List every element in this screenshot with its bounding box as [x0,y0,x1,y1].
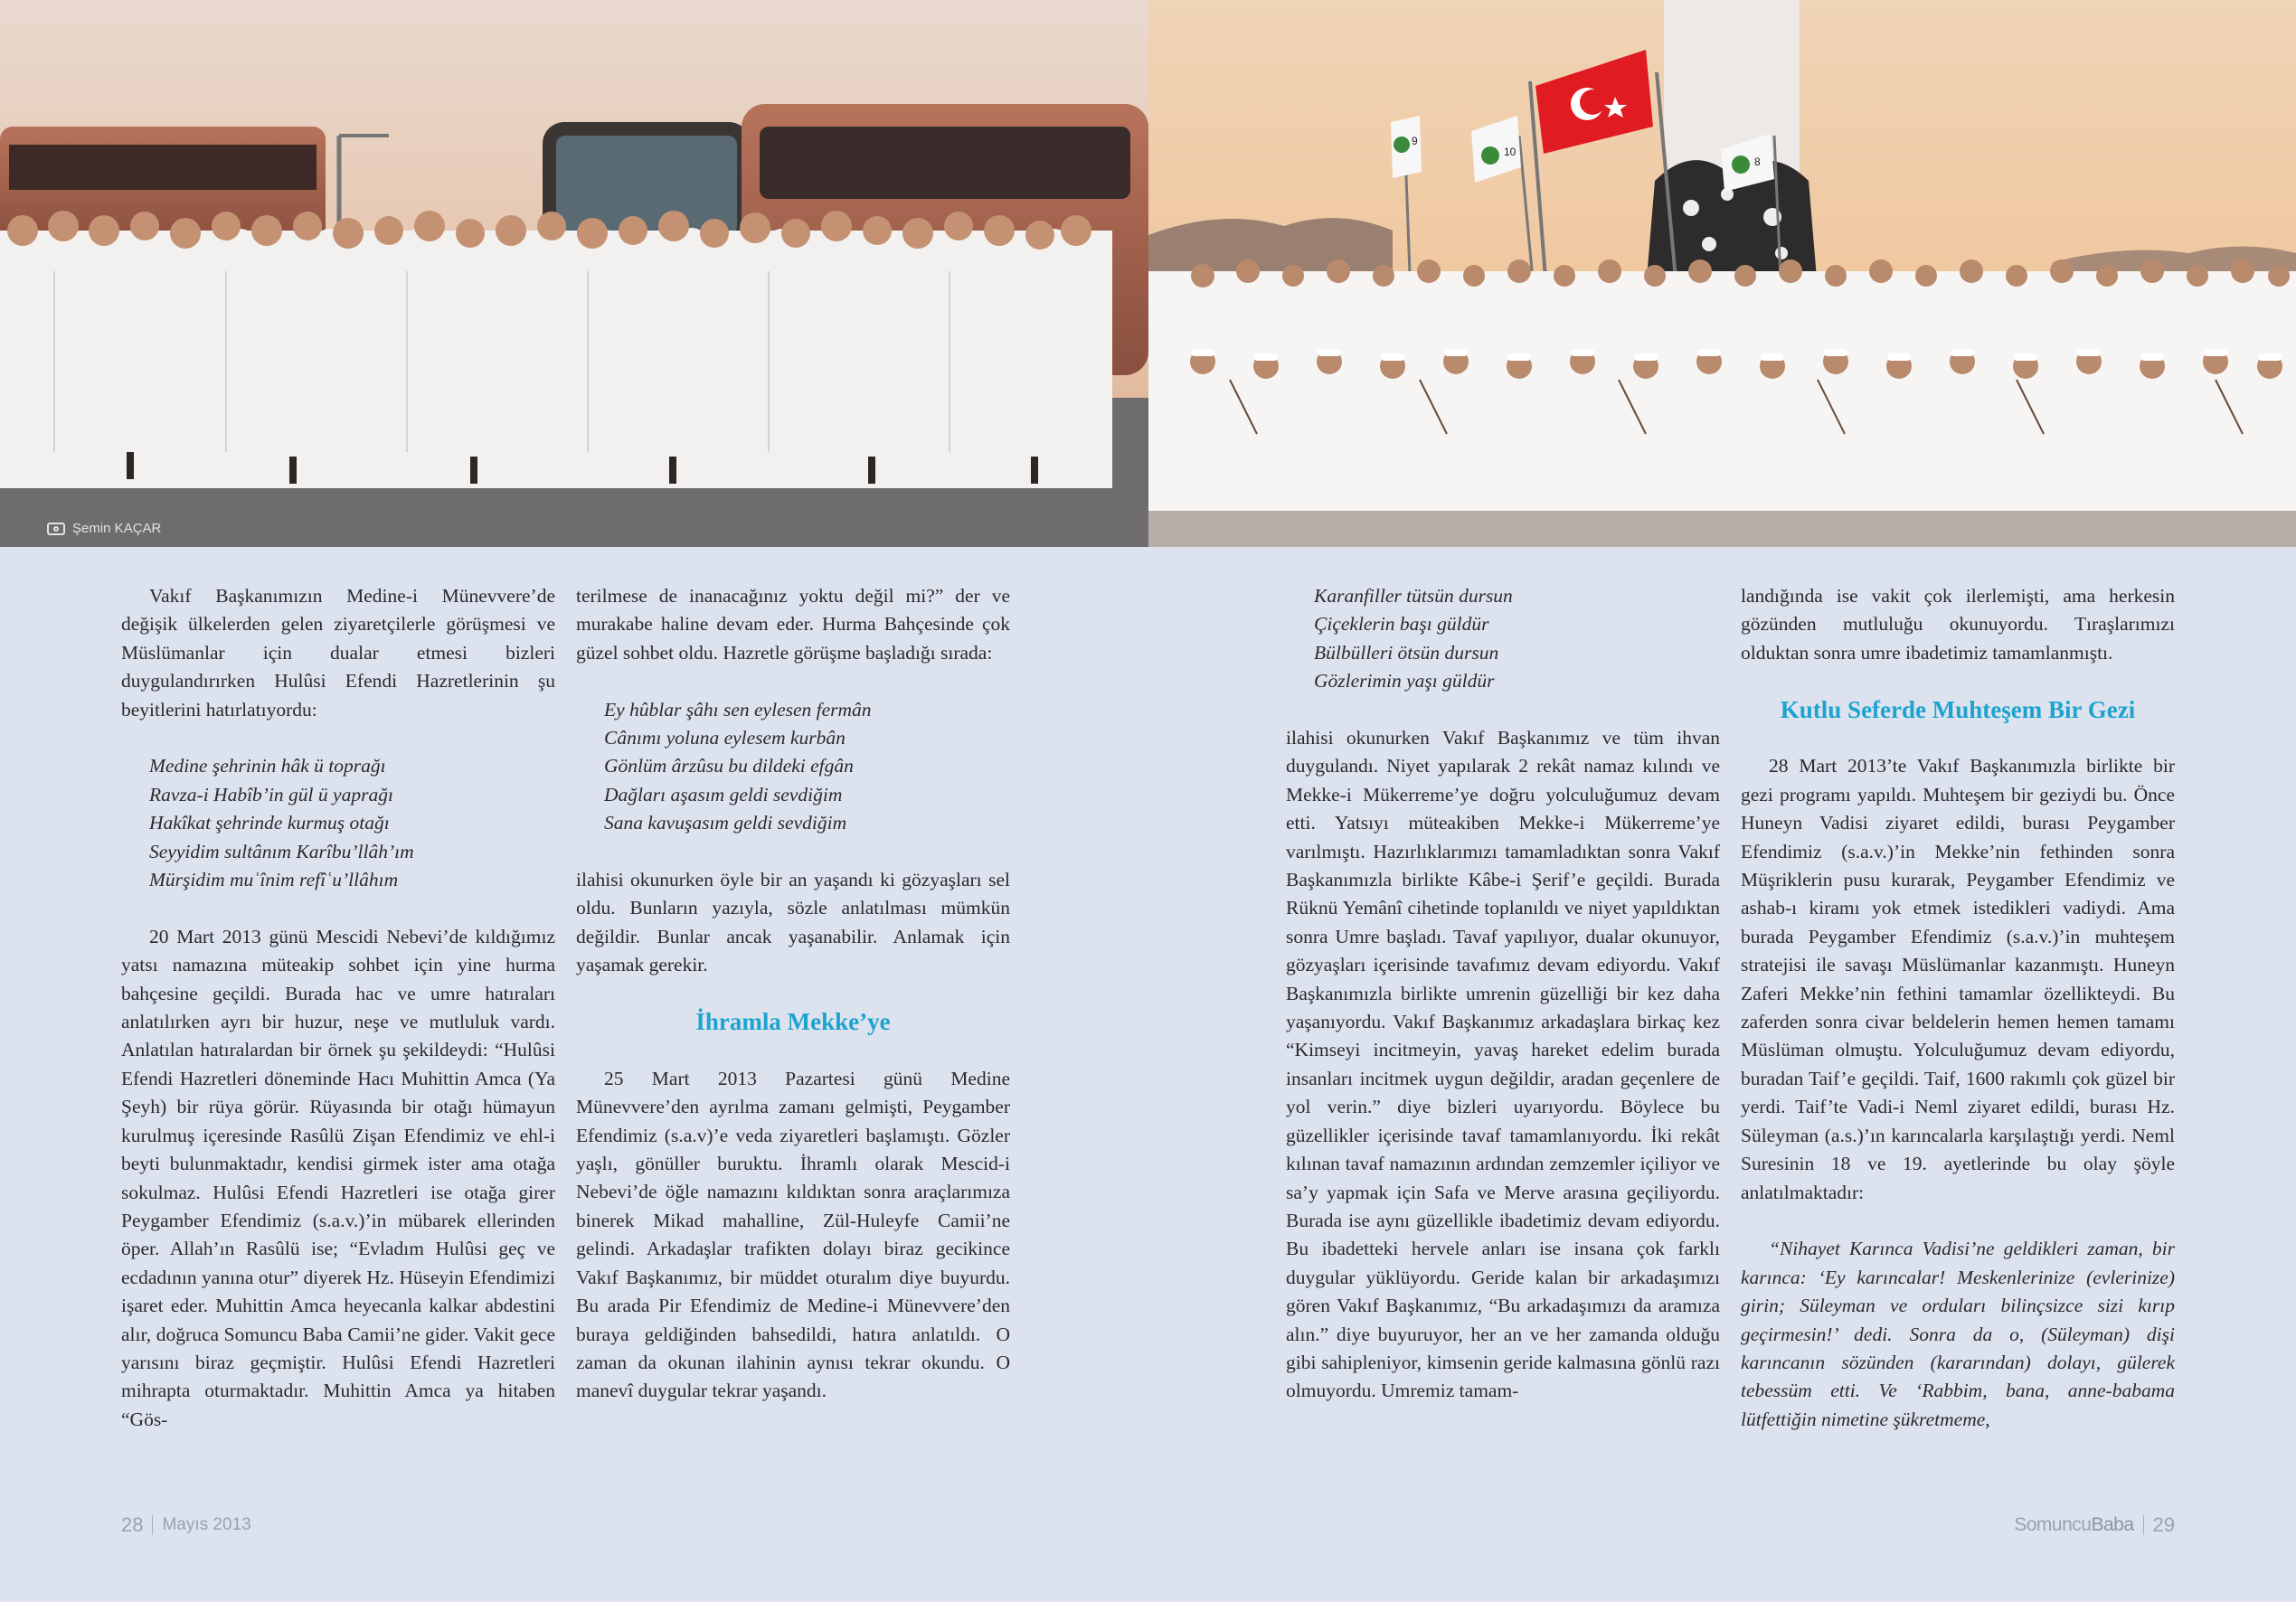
photo-credit [47,521,161,536]
poem-line: Mürşidim muʿînim refîʿu’llâhım [149,869,399,891]
poem-line: Ey hûblar şâhı sen eylesen fermân [604,698,872,721]
paragraph: 25 Mart 2013 Pazartesi günü Medine Münevvere’den ayrılma zamanı gelmişti, Peygamber Efendimiz (s.a.v)’e veda ziyaretleri başlamıştı. Gözler yaşlı, gönüller buruktu. İhramlı olarak Mescid-i Nebevi’de öğle namazını kıldıktan sonra araçlarımıza binerek Mikad mahalline, Zül-Huleyfe Camii’ne gelindi. Arkadaşlar trafikten dolayı biraz gecikince Vakıf Başkanımız, bir müddet oturalım diye buyurdu. Bu arada Pir Efendimiz de Medine-i Münevvere’den buraya geldiğinden bahsedildi, hatıra anlatıldı. O zaman da okunan ilahinin aynısı tekrar okundu. O manevî duygular tekrar yaşandı. [576,1067,1010,1402]
folio-left [121,1513,251,1537]
poem-line: Hakîkat şehrinde kurmuş otağı [149,812,390,834]
photo-pilgrims-buses [0,0,1148,547]
camera-icon [47,523,65,535]
poem-line: Ravza-i Habîb’in gül ü yaprağı [149,783,393,806]
poem-line: Sana kavuşasım geldi sevdiğim [604,812,847,834]
paragraph: terilmese de inanacağınız yoktu değil mi?” der ve murakabe haline devam eder. Hurma Bahçesinde çok güzel sohbet oldu. Hazretle görüşme başladığı sırada: [576,585,1010,664]
brand-part-1: Somuncu [2014,1514,2092,1535]
text-column-2 [576,582,1010,1406]
poem-line: Seyyidim sultânım Karîbu’llâh’ım [149,840,414,862]
paragraph: ilahisi okunurken Vakıf Başkanımız ve tüm ihvan duygulandı. Niyet yapılarak 2 rekât namaz kılındı ve Mekke-i Mükerreme’ye doğru yolculuğumuz devam etti. Yatsıyı müteakiben Mekke-i Mükerreme’ye varılmıştı. Hazırlıklarımızı tamamladıktan sonra Vakıf Başkanımızla birlikte Kâbe-i Şerif’e geçildi. Burada Rüknü Yemânî cihetinde toplanıldı ve niyet yapıldıktan sonra Umre başladı. Tavaf yapılıyor, dualar okunuyor, gözyaşları içerisinde tavafımız devam ediyordu. Vakıf Başkanımızla birlikte umrenin güzelliği bir kez daha yaşanıyordu. Vakıf Başkanımız arkadaşlara birkaç kez “Kimseyi incitmeyin, yavaş hareket edelim burada insanları incitmek uygun değildir, aradan geçenlere de yol verin.” diye bizleri uyarıyordu. Böylece bu güzellikler içerisinde tavaf tamamlanıyordu. İki rekât kılınan tavaf namazının ardından zemzemler içiliyor ve sa’y yapmak için Safa ve Merve arasına geçiliyordu. Burada ise aynı güzellikle ibadetimiz devam ediyordu. Bu ibadetteki hervele anları ise insana çok farklı duygular yüklüyordu. Geride kalan bir arkadaşımızı gören Vakıf Başkanımız, “Bu arkadaşımızı da aramıza alın.” diye buyuruyor, her an ve her zamanda olduğu gibi sahipleniyor, kimsenin geride kalmasına gönlü razı olmuyordu. Umremiz tamam- [1286,727,1720,1402]
paragraph: 20 Mart 2013 günü Mescidi Nebevi’de kıldığımız yatsı namazına müteakip sohbet için yine hurma bahçesine geçildi. Burada hac ve umre hatıraları anlatılırken ayrı bir huzur, neşe ve mutluluk vardı. Anlatılan hatıralardan bir örnek şu şekildeydi: “Hulûsi Efendi Hazretleri döneminde Hacı Muhittin Amca (Ya Şeyh) bir rüya görür. Rüyasında bir otağı hümayun kurulmuş içeresinde Rasûlü Zişan Efendimiz ve ehl-i beyti bulunmaktadır, kendisi girmek ister ama otağa sokulmaz. Hulûsi Efendi Hazretleri ise otağa girer Peygamber Efendimiz (s.a.v.)’in mübarek ellerinden öper. Allah’ın Rasûlü ise; “Evladım Hulûsi geç ve ecdadının yanına otur” diyerek Hz. Hüseyin Efendimizi işaret eder. Muhittin Amca heyecanla kalkar abdestini alır, doğruca Somuncu Baba Camii’ne gider. Vakit gece yarısını biraz geçmiştir. Hulûsi Efendi Hazretleri mihrapta oturmaktadır. Muhittin Amca ya hitaben “Gös- [121,925,555,1430]
poem-line: Bülbülleri ötsün dursun [1314,641,1499,664]
paragraph: 28 Mart 2013’te Vakıf Başkanımızla birlikte bir gezi programı yapıldı. Muhteşem bir geziydi bu. Önce Huneyn Vadisi ziyaret edildi, burası Peygamber Efendimiz (s.a.v.)’in Mekke’nin fethinden sonra Müşriklerin pusu kurarak, Peygamber Efendimiz ve ashab-ı kiramı yok etmek istedikleri vadiydi. Ama burada Peygamber Efendimiz (s.a.v.)’in muhteşem stratejisi ile savaşı Müslümanlar kazanmıştı. Huneyn Zaferi Mekke’nin fethini tamamlar özellikteydi. Bu zaferden sonra civar beldelerin hemen hemen tamamı Müslüman olmuştu. Yolculuğumuz devam ediyordu, buradan Taif’e geçildi. Taif, 1600 rakımlı çok güzel bir yerdi. Taif’te Vadi-i Neml ziyaret edildi, burası Hz. Süleyman (a.s.)’ın karıncalarla karşılaştığı yerdi. Neml Suresinin 18 ve 19. ayetlerinde bu olay şöyle anlatılmaktadır: [1741,755,2175,1203]
poem-line: Dağları aşasım geldi sevdiğim [604,783,843,806]
paragraph: ilahisi okunurken öyle bir an yaşandı ki gözyaşları sel oldu. Bunların yazıyla, sözle anlatılması mümkün değildir. Bunlar ancak yaşanabilir. Anlamak için yaşamak gerekir. [576,869,1010,976]
photo-pilgrims-flags [1148,0,2296,547]
quote-paragraph: “Nihayet Karınca Vadisi’ne geldikleri zaman, bir karınca: ‘Ey karıncalar! Meskenlerinize (evlerinize) girin; Süleyman ve orduları bilinçsizce sizi kırıp geçirmesin!’ dedi. Sonra da o, (Süleyman) dişi karıncanın sözünden (kararından) dolayı, gülerek tebessüm etti. Ve ‘Rabbim, bana, anne-babama lütfettiğin nimetine şükretmeme, [1741,1238,2175,1430]
poem-line: Karanfiller tütsün dursun [1314,585,1513,607]
poem-line: Cânımı yoluna eylesem kurbân [604,727,846,749]
text-column-4 [1741,582,2175,1434]
issue-date: Mayıs 2013 [162,1515,251,1534]
poem-line: Medine şehrinin hâk ü toprağı [149,755,386,777]
section-heading: Kutlu Seferde Muhteşem Bir Gezi [1780,695,2136,723]
text-column-3 [1286,582,1720,1406]
text-column-1 [121,582,555,1434]
folio-divider [2143,1515,2144,1535]
page-number: 29 [2152,1513,2175,1536]
folio-right [2014,1513,2175,1537]
flag-number-10: 10 [1504,146,1516,158]
poem-line: Çiçeklerin başı güldür [1314,613,1489,636]
poem-line: Gönlüm ârzûsu bu dildeki efgân [604,755,854,777]
folio-divider [152,1515,153,1535]
flag-number-8: 8 [1754,155,1761,168]
magazine-brand [2014,1514,2133,1536]
photo-pilgrims-flags-image [1148,0,2296,547]
photo-credit-name: Şemin KAÇAR [72,521,162,536]
paragraph: Vakıf Başkanımızın Medine-i Münevvere’de değişik ülkelerden gelen ziyaretçilerle görüşmesi ve Müslümanlar için dualar etmesi bizleri duygulandırırken Hulûsi Efendi Hazretlerinin şu beyitlerini hatırlatıyordu: [121,585,555,721]
flag-number-9: 9 [1412,135,1418,147]
paragraph: landığında ise vakit çok ilerlemişti, ama herkesin gözünden mutluluğu okunuyordu. Tıraşlarımızı olduktan sonra umre ibadetimiz tamamlanmıştı. [1741,585,2175,664]
brand-part-2: Baba [2091,1514,2134,1535]
page-number: 28 [121,1513,144,1536]
poem [576,696,1010,838]
section-heading: İhramla Mekke’ye [695,1008,891,1036]
poem [1286,582,1720,696]
photo-pilgrims-buses-image [0,0,1148,547]
poem-line: Gözlerimin yaşı güldür [1314,670,1495,693]
poem [121,752,555,894]
